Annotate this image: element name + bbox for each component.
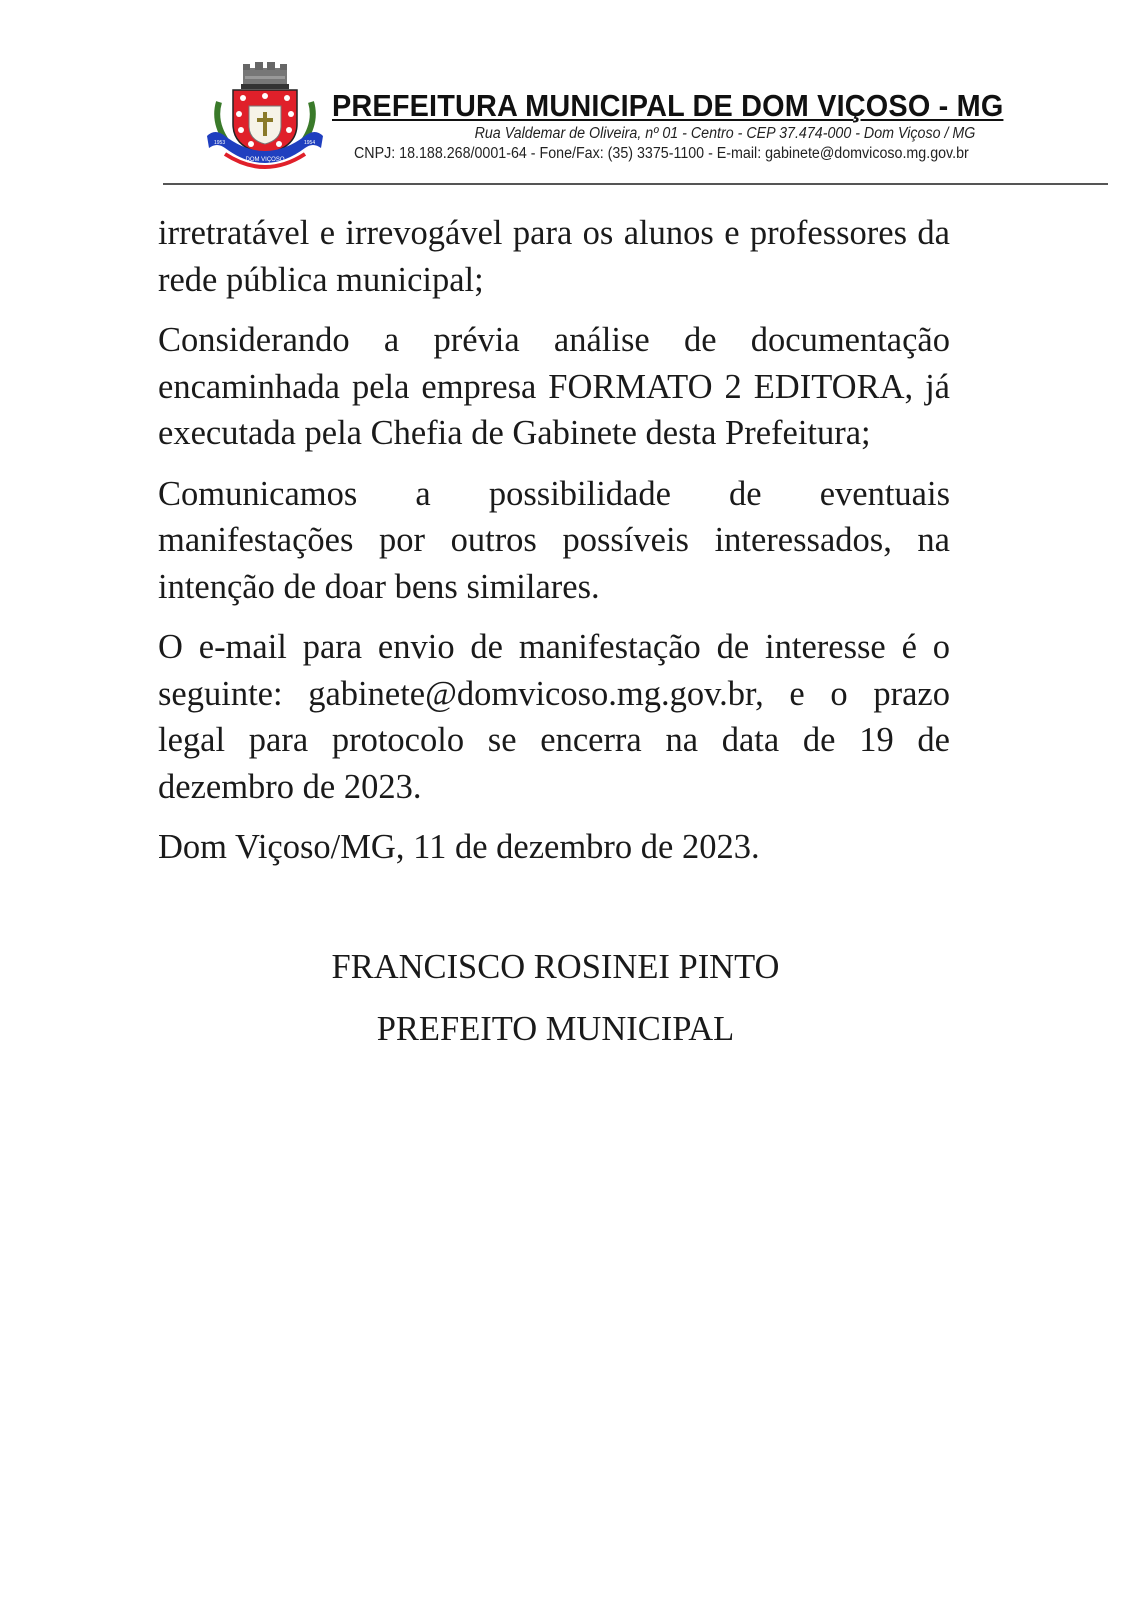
- letterhead-address: Rua Valdemar de Oliveira, nº 01 - Centro - CEP 37.474-000 - Dom Viçoso / MG: [474, 125, 976, 142]
- crest-ribbon-text: DOM VIÇOSO: [245, 157, 285, 163]
- paragraph-continuation: irretratável e irrevogável para os alunos e professores da rede pública municipal;: [158, 214, 950, 299]
- letterhead-contact: CNPJ: 18.188.268/0001-64 - Fone/Fax: (35) 3375-1100 - E-mail: gabinete@domvicoso.mg.gov.br: [354, 145, 969, 162]
- signatory-role: PREFEITO MUNICIPAL: [376, 1010, 735, 1048]
- paragraph-email-deadline: O e-mail para envio de manifestação de interesse é o seguinte: gabinete@domvicoso.mg.gov.br, e o prazo legal para protocolo se encerra na data de 19 de dezembro de 2023.: [158, 628, 950, 806]
- svg-text:1954: 1954: [304, 140, 316, 146]
- header-divider: [163, 183, 1108, 185]
- signatory-name: FRANCISCO ROSINEI PINTO: [331, 948, 780, 986]
- letterhead: [0, 0, 1131, 200]
- paragraph-comunicamos: Comunicamos a possibilidade de eventuais manifestações por outros possíveis interessados, na intenção de doar bens similares.: [158, 474, 950, 606]
- document-body: [158, 210, 950, 885]
- letterhead-title: PREFEITURA MUNICIPAL DE DOM VIÇOSO - MG: [332, 88, 1004, 123]
- date-line: Dom Viçoso/MG, 11 de dezembro de 2023.: [158, 828, 760, 866]
- coat-of-arms-icon: [205, 62, 325, 174]
- paragraph-considerando: Considerando a prévia análise de documentação encaminhada pela empresa FORMATO 2 EDITORA, já executada pela Chefia de Gabinete desta Prefeitura;: [158, 321, 950, 452]
- svg-text:1953: 1953: [214, 140, 226, 146]
- crown-icon: [241, 62, 289, 89]
